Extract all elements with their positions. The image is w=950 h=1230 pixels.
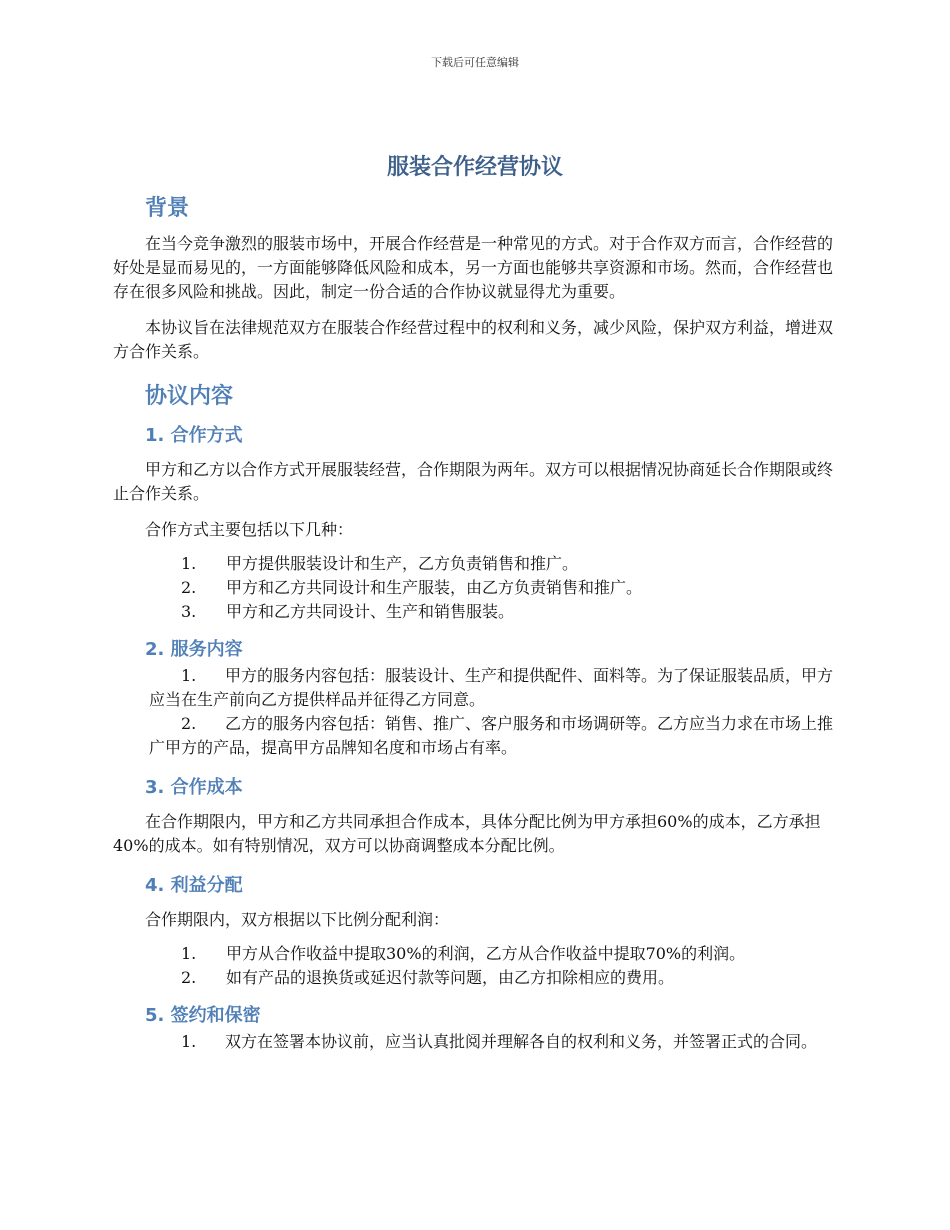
- section-4-paragraph-1: 合作期限内，双方根据以下比例分配利润：: [145, 910, 450, 929]
- list-text: 甲方的服务内容包括：服装设计、生产和提供配件、面料等。为了保证服装品质，甲方应当在生产前向乙方提供样品并征得乙方同意。: [149, 666, 834, 709]
- list-text: 甲方和乙方共同设计和生产服装，由乙方负责销售和推广。: [226, 578, 643, 597]
- list-item: [113, 576, 840, 600]
- section-2-list: [113, 664, 840, 760]
- section-1-paragraph-2: 合作方式主要包括以下几种：: [145, 520, 354, 539]
- list-item: [113, 600, 840, 624]
- list-item: 1. 双方在签署本协议前，应当认真批阅并理解各自的权利和义务，并签署正式的合同。: [181, 1032, 818, 1051]
- list-item: [113, 552, 840, 576]
- list-item: [113, 942, 840, 966]
- section-3-heading: 3. 合作成本: [145, 777, 243, 798]
- document-title: 服装合作经营协议: [386, 155, 563, 180]
- section-3-paragraph-1: 在合作期限内，甲方和乙方共同承担合作成本，具体分配比例为甲方承担60%的成本，乙方承担40%的成本。如有特别情况，双方可以协商调整成本分配比例。: [113, 812, 821, 855]
- list-text: 双方在签署本协议前，应当认真批阅并理解各自的权利和义务，并签署正式的合同。: [225, 1032, 818, 1051]
- list-text: 甲方提供服装设计和生产，乙方负责销售和推广。: [226, 554, 579, 573]
- section-2-heading: 2. 服务内容: [145, 639, 243, 660]
- page-header: 下载后可任意编辑: [431, 56, 519, 69]
- list-text: 乙方的服务内容包括：销售、推广、客户服务和市场调研等。乙方应当力求在市场上推广甲方的产品，提高甲方品牌知名度和市场占有率。: [149, 714, 834, 757]
- background-heading: 背景: [145, 196, 190, 221]
- list-number: 1.: [181, 944, 197, 963]
- list-number: 1.: [181, 554, 197, 573]
- document-body: [113, 192, 840, 1054]
- section-1-paragraph-1: 甲方和乙方以合作方式开展服装经营，合作期限为两年。双方可以根据情况协商延长合作期限或终止合作关系。: [113, 460, 834, 503]
- list-item: [113, 966, 840, 990]
- list-text: 如有产品的退换货或延迟付款等问题，由乙方扣除相应的费用。: [226, 968, 675, 987]
- background-paragraph-2: 本协议旨在法律规范双方在服装合作经营过程中的权利和义务，减少风险，保护双方利益，增进双方合作关系。: [113, 318, 834, 361]
- section-5-list: [113, 1030, 840, 1054]
- list-text: 甲方和乙方共同设计、生产和销售服装。: [226, 602, 515, 621]
- list-number: 3.: [181, 602, 197, 621]
- background-paragraph-1: 在当今竞争激烈的服装市场中，开展合作经营是一种常见的方式。对于合作双方而言，合作经营的好处是显而易见的，一方面能够降低风险和成本，另一方面也能够共享资源和市场。然而，合作经营也存在很多风险和挑战。因此，制定一份合适的合作协议就显得尤为重要。: [113, 234, 834, 301]
- list-text: 甲方从合作收益中提取30%的利润，乙方从合作收益中提取70%的利润。: [226, 944, 746, 963]
- list-item: 2. 乙方的服务内容包括：销售、推广、客户服务和市场调研等。乙方应当力求在市场上推广甲方的产品，提高甲方品牌知名度和市场占有率。: [149, 714, 834, 757]
- list-number: 2.: [181, 578, 197, 597]
- agreement-heading: 协议内容: [145, 384, 234, 409]
- section-5-heading: 5. 签约和保密: [145, 1005, 261, 1026]
- section-1-list: [113, 552, 840, 624]
- list-item: 1. 甲方的服务内容包括：服装设计、生产和提供配件、面料等。为了保证服装品质，甲方应当在生产前向乙方提供样品并征得乙方同意。: [149, 666, 834, 709]
- list-number: 2.: [181, 968, 197, 987]
- section-4-heading: 4. 利益分配: [145, 875, 243, 896]
- section-1-heading: 1. 合作方式: [145, 425, 243, 446]
- section-4-list: [113, 942, 840, 990]
